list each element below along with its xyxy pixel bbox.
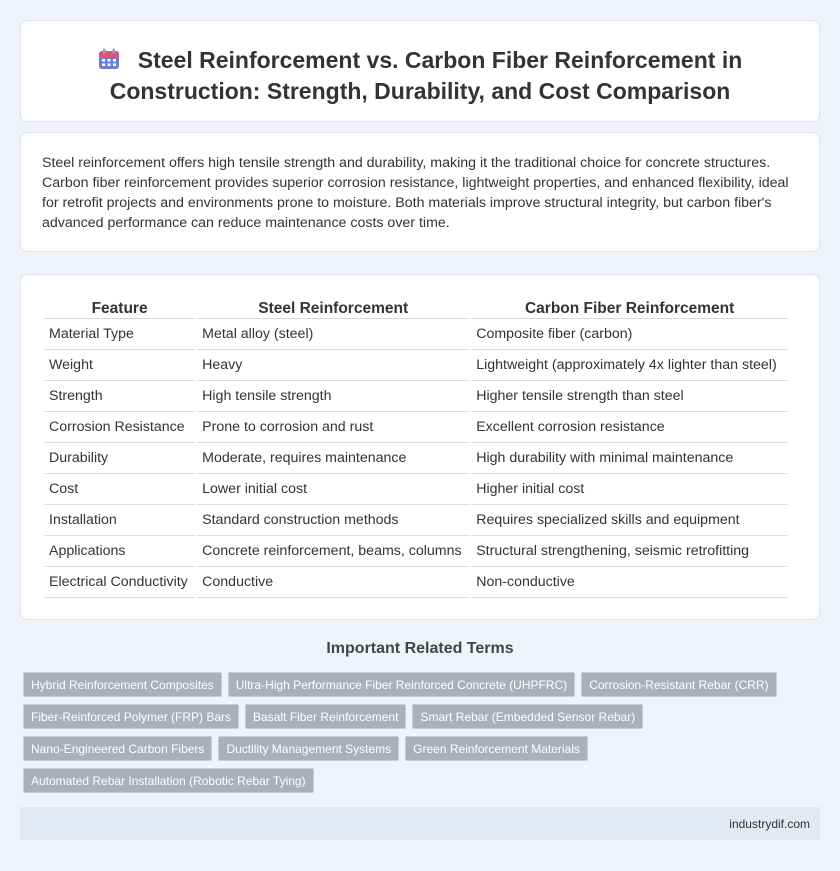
table-row <box>44 567 788 598</box>
carbon-fiber-cell: Requires specialized skills and equipment <box>471 505 788 536</box>
steel-cell: Metal alloy (steel) <box>197 319 469 350</box>
table-row <box>44 412 788 443</box>
table-header-row <box>44 295 788 319</box>
carbon-fiber-cell: High durability with minimal maintenance <box>471 443 788 474</box>
column-header-feature: Feature <box>44 295 195 319</box>
carbon-fiber-cell: Lightweight (approximately 4x lighter than steel) <box>471 350 788 381</box>
related-term-tag[interactable]: Ultra-High Performance Fiber Reinforced Concrete (UHPFRC) <box>228 672 575 697</box>
related-terms-tags <box>23 672 803 800</box>
steel-cell: Heavy <box>197 350 469 381</box>
steel-cell: High tensile strength <box>197 381 469 412</box>
carbon-fiber-cell: Higher tensile strength than steel <box>471 381 788 412</box>
table-row <box>44 350 788 381</box>
feature-cell: Weight <box>44 350 195 381</box>
carbon-fiber-cell: Excellent corrosion resistance <box>471 412 788 443</box>
column-header-steel: Steel Reinforcement <box>197 295 469 319</box>
calendar-icon <box>98 48 120 77</box>
carbon-fiber-cell: Higher initial cost <box>471 474 788 505</box>
steel-cell: Lower initial cost <box>197 474 469 505</box>
related-term-tag[interactable]: Smart Rebar (Embedded Sensor Rebar) <box>412 704 643 729</box>
steel-cell: Conductive <box>197 567 469 598</box>
comparison-table <box>42 295 790 598</box>
feature-cell: Strength <box>44 381 195 412</box>
comparison-table-card <box>20 274 820 620</box>
column-header-carbon-fiber: Carbon Fiber Reinforcement <box>471 295 788 319</box>
related-term-tag[interactable]: Ductility Management Systems <box>218 736 399 761</box>
header-card <box>20 20 820 122</box>
related-term-tag[interactable]: Hybrid Reinforcement Composites <box>23 672 222 697</box>
table-row <box>44 505 788 536</box>
feature-cell: Installation <box>44 505 195 536</box>
feature-cell: Durability <box>44 443 195 474</box>
related-term-tag[interactable]: Fiber-Reinforced Polymer (FRP) Bars <box>23 704 239 729</box>
feature-cell: Material Type <box>44 319 195 350</box>
carbon-fiber-cell: Non-conductive <box>471 567 788 598</box>
related-term-tag[interactable]: Green Reinforcement Materials <box>405 736 588 761</box>
related-term-tag[interactable]: Basalt Fiber Reinforcement <box>245 704 406 729</box>
table-row <box>44 443 788 474</box>
page-title-text: Steel Reinforcement vs. Carbon Fiber Reinforcement in Construction: Strength, Durability, and Cost Comparison <box>109 47 743 104</box>
related-terms-heading: Important Related Terms <box>326 640 514 657</box>
steel-cell: Concrete reinforcement, beams, columns <box>197 536 469 567</box>
steel-cell: Moderate, requires maintenance <box>197 443 469 474</box>
footer-site-link[interactable]: industrydif.com <box>729 817 810 831</box>
page-title <box>51 46 789 106</box>
intro-card <box>20 132 820 252</box>
feature-cell: Applications <box>44 536 195 567</box>
carbon-fiber-cell: Composite fiber (carbon) <box>471 319 788 350</box>
intro-paragraph: Steel reinforcement offers high tensile strength and durability, making it the traditional choice for concrete structures. Carbon fiber reinforcement provides superior corrosion resistance, lightweight properties, and enhanced flexibility, ideal for retrofit projects and environments prone to moisture. Both materials improve structural integrity, but carbon fiber's advanced performance can reduce maintenance costs over time. <box>42 155 789 231</box>
related-term-tag[interactable]: Automated Rebar Installation (Robotic Rebar Tying) <box>23 768 314 793</box>
related-term-tag[interactable]: Corrosion-Resistant Rebar (CRR) <box>581 672 776 697</box>
steel-cell: Standard construction methods <box>197 505 469 536</box>
table-row <box>44 536 788 567</box>
table-row <box>44 381 788 412</box>
footer <box>20 807 820 840</box>
table-row <box>44 474 788 505</box>
feature-cell: Cost <box>44 474 195 505</box>
related-term-tag[interactable]: Nano-Engineered Carbon Fibers <box>23 736 212 761</box>
table-row <box>44 319 788 350</box>
feature-cell: Electrical Conductivity <box>44 567 195 598</box>
feature-cell: Corrosion Resistance <box>44 412 195 443</box>
carbon-fiber-cell: Structural strengthening, seismic retrofitting <box>471 536 788 567</box>
steel-cell: Prone to corrosion and rust <box>197 412 469 443</box>
